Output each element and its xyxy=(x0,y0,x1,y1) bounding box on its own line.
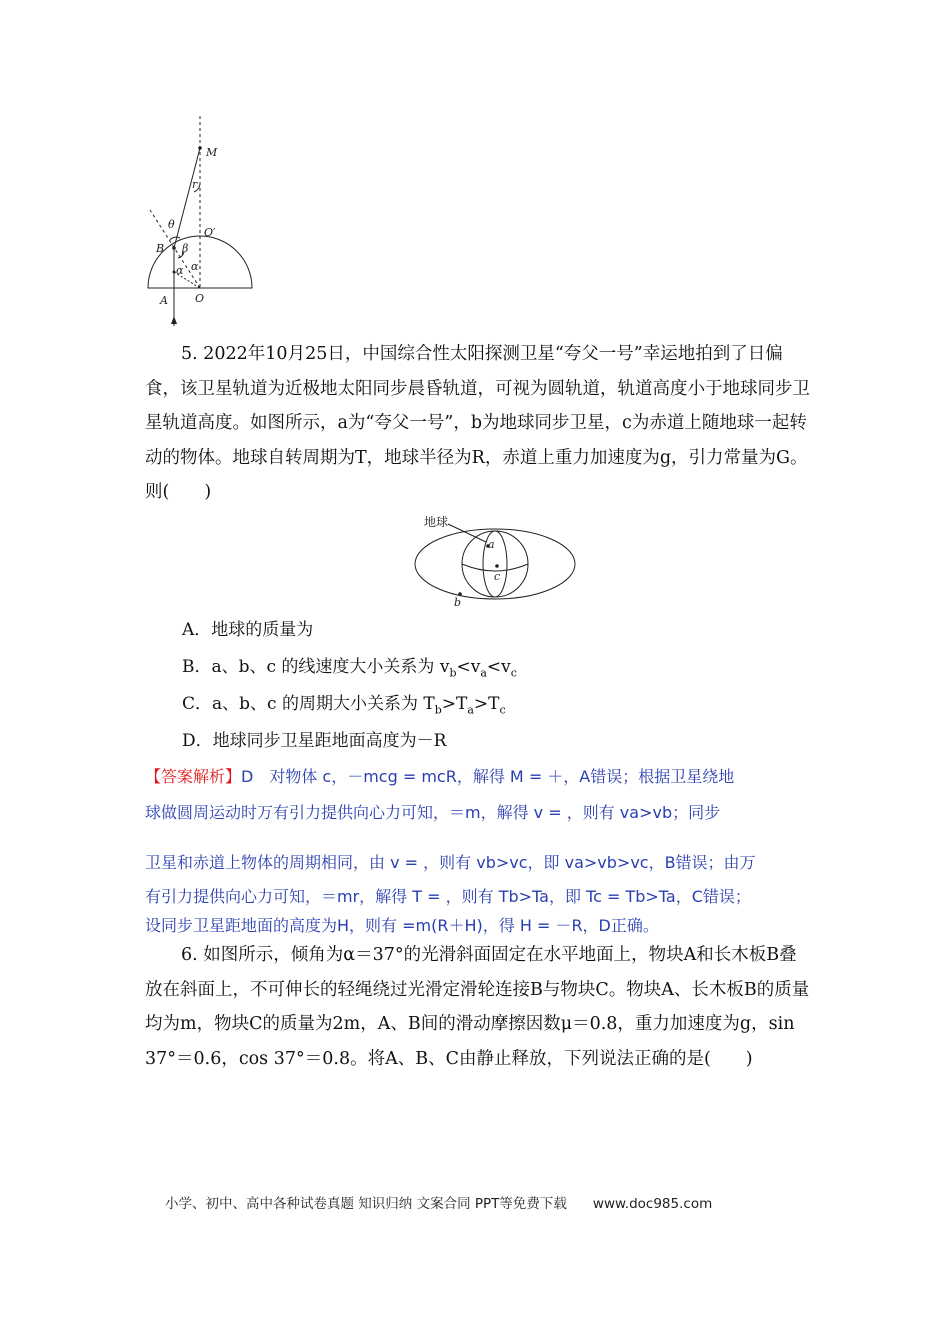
label-a: a xyxy=(488,538,495,551)
answer-line-1: 【答案解析】D 对物体 c，－mcg = mcR，解得 M = ＋，A错误；根据卫星绕地 xyxy=(145,767,735,786)
answer-line-4: 有引力提供向心力可知，＝mr，解得 T = ，则有 Tb>Ta，即 Tc = Tb>Ta，C错误； xyxy=(145,887,751,906)
question-5-text: 5. 2022年10月25日，中国综合性太阳探测卫星“夸父一号”幸运地拍到了日偏食，该卫星轨道为近极地太阳同步晨昏轨道，可视为圆轨道，轨道高度小于地球同步卫星轨道高度。如图所示，a为“夸父一号”，b为地球同步卫星，c为赤道上随地球一起转动的物体。地球自转周期为T，地球半径为R，赤道上重力加速度为g，引力常量为G。则( ) xyxy=(145,344,810,502)
option-c: C．a、b、c 的周期大小关系为 $T_b>T_a>T_c$ xyxy=(182,694,506,717)
label-b: b xyxy=(454,596,462,608)
answer-line-3: 卫星和赤道上物体的周期相同，由 v = ，则有 vb>vc，即 va>vb>vc，B错误；由万 xyxy=(145,853,756,872)
option-a: A．地球的质量为 xyxy=(182,620,314,640)
label-r: r xyxy=(192,178,198,191)
label-O: O xyxy=(195,292,205,305)
footer xyxy=(165,1192,712,1212)
answer-line-5: 设同步卫星距地面的高度为H，则有 =m(R＋H)，得 H = －R，D正确。 xyxy=(145,916,659,935)
refraction-diagram xyxy=(140,112,270,332)
label-alpha-1: α xyxy=(176,264,184,277)
label-earth: 地球 xyxy=(424,515,449,529)
label-O-prime: O′ xyxy=(204,226,216,239)
option-b: B．a、b、c 的线速度大小关系为 $v_b<v_a<v_c$ xyxy=(182,657,517,680)
footer-text: 小学、初中、高中各种试卷真题 知识归纳 文案合同 PPT等免费下载 xyxy=(165,1196,567,1212)
label-alpha-2: α xyxy=(191,260,199,273)
label-beta: β xyxy=(182,242,189,255)
answer-line-2: 球做圆周运动时万有引力提供向心力可知，＝m，解得 v = ，则有 va>vb；同步 xyxy=(145,803,721,822)
option-d: D．地球同步卫星距地面高度为－R xyxy=(182,731,447,751)
orbit-diagram xyxy=(410,508,580,608)
label-M: M xyxy=(206,146,218,159)
label-c: c xyxy=(494,570,501,583)
footer-url[interactable]: www.doc985.com xyxy=(592,1196,713,1212)
question-6-text: 6. 如图所示，倾角为α＝37°的光滑斜面固定在水平地面上，物块A和长木板B叠放在斜面上，不可伸长的轻绳绕过光滑定滑轮连接B与物块C。物块A、长木板B的质量均为m，物块C的质量为2m，A、B间的滑动摩擦因数μ＝0.8，重力加速度为g，sin 37°＝0.6，cos 37°＝0.8。将A、B、C由静止释放，下列说法正确的是( ) xyxy=(145,945,810,1069)
label-theta: θ xyxy=(168,218,175,231)
label-B: B xyxy=(156,242,165,255)
label-A: A xyxy=(160,294,168,307)
